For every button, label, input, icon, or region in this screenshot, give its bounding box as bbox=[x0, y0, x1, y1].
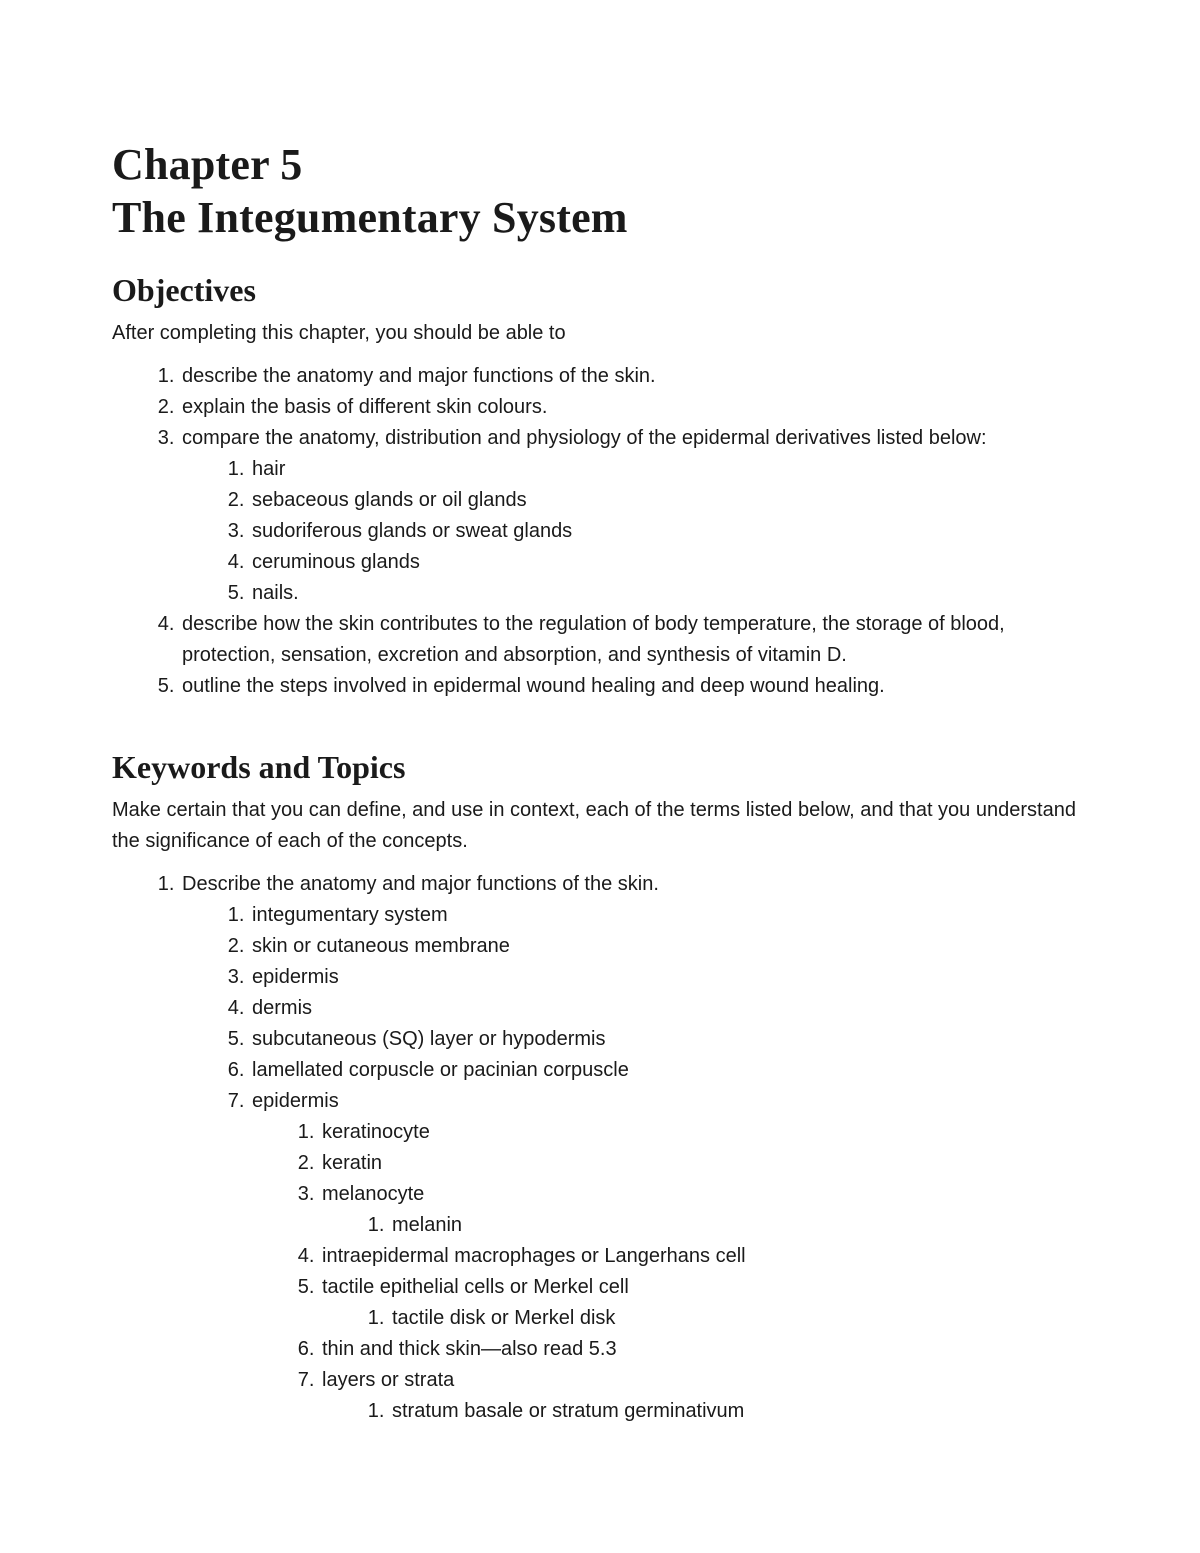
document-page bbox=[112, 138, 1092, 1427]
keywords-heading: Keywords and Topics bbox=[112, 749, 406, 785]
list-item: 1. melanin bbox=[390, 1210, 1092, 1241]
list-item: 2. sebaceous glands or oil glands bbox=[250, 485, 1092, 516]
list-item: 4. intraepidermal macrophages or Langerhans cell bbox=[320, 1241, 1092, 1272]
list-item bbox=[180, 423, 1092, 609]
list-item-text: melanocyte bbox=[322, 1183, 425, 1205]
objectives-heading: Objectives bbox=[112, 272, 256, 308]
chapter-name: The Integumentary System bbox=[112, 193, 628, 242]
list-item: 5. nails. bbox=[250, 578, 1092, 609]
list-item: 6. lamellated corpuscle or pacinian corpuscle bbox=[250, 1055, 1092, 1086]
list-item-text: compare the anatomy, distribution and physiology of the epidermal derivatives listed below: bbox=[182, 427, 987, 449]
epidermis-terms-list bbox=[252, 1117, 1092, 1427]
list-item: 1. hair bbox=[250, 454, 1092, 485]
list-item: 4. dermis bbox=[250, 993, 1092, 1024]
skin-terms-list bbox=[182, 900, 1092, 1427]
list-item: 4. describe how the skin contributes to the regulation of body temperature, the storage of blood, protection, sensation, excretion and absorption, and synthesis of vitamin D. bbox=[180, 609, 1092, 671]
list-item-text: layers or strata bbox=[322, 1369, 455, 1391]
list-item: 4. ceruminous glands bbox=[250, 547, 1092, 578]
list-item-text: Describe the anatomy and major functions of the skin. bbox=[182, 873, 659, 895]
list-item: 1. describe the anatomy and major functions of the skin. bbox=[180, 361, 1092, 392]
list-item bbox=[320, 1365, 1092, 1427]
list-item: 1. stratum basale or stratum germinativum bbox=[390, 1396, 1092, 1427]
derivatives-list bbox=[182, 454, 1092, 609]
chapter-number: Chapter 5 bbox=[112, 140, 303, 189]
list-item: 1. tactile disk or Merkel disk bbox=[390, 1303, 1092, 1334]
melanocyte-terms-list bbox=[322, 1210, 1092, 1241]
list-item: 5. subcutaneous (SQ) layer or hypodermis bbox=[250, 1024, 1092, 1055]
list-item: 6. thin and thick skin—also read 5.3 bbox=[320, 1334, 1092, 1365]
keywords-intro: Make certain that you can define, and use in context, each of the terms listed below, and that you understand the significance of each of the concepts. bbox=[112, 799, 1076, 852]
strata-terms-list bbox=[322, 1396, 1092, 1427]
list-item: 2. keratin bbox=[320, 1148, 1092, 1179]
objectives-list bbox=[112, 361, 1092, 702]
list-item: 1. integumentary system bbox=[250, 900, 1092, 931]
merkel-terms-list bbox=[322, 1303, 1092, 1334]
list-item: 1. keratinocyte bbox=[320, 1117, 1092, 1148]
chapter-title bbox=[112, 138, 1092, 244]
list-item: 2. explain the basis of different skin colours. bbox=[180, 392, 1092, 423]
list-item: 3. sudoriferous glands or sweat glands bbox=[250, 516, 1092, 547]
list-item bbox=[180, 869, 1092, 1427]
list-item-text: tactile epithelial cells or Merkel cell bbox=[322, 1276, 629, 1298]
list-item bbox=[250, 1086, 1092, 1427]
objectives-intro: After completing this chapter, you should be able to bbox=[112, 322, 566, 344]
list-item bbox=[320, 1272, 1092, 1334]
list-item: 5. outline the steps involved in epidermal wound healing and deep wound healing. bbox=[180, 671, 1092, 702]
list-item: 3. epidermis bbox=[250, 962, 1092, 993]
list-item bbox=[320, 1179, 1092, 1241]
list-item-text: epidermis bbox=[252, 1090, 339, 1112]
list-item: 2. skin or cutaneous membrane bbox=[250, 931, 1092, 962]
keywords-list bbox=[112, 869, 1092, 1427]
